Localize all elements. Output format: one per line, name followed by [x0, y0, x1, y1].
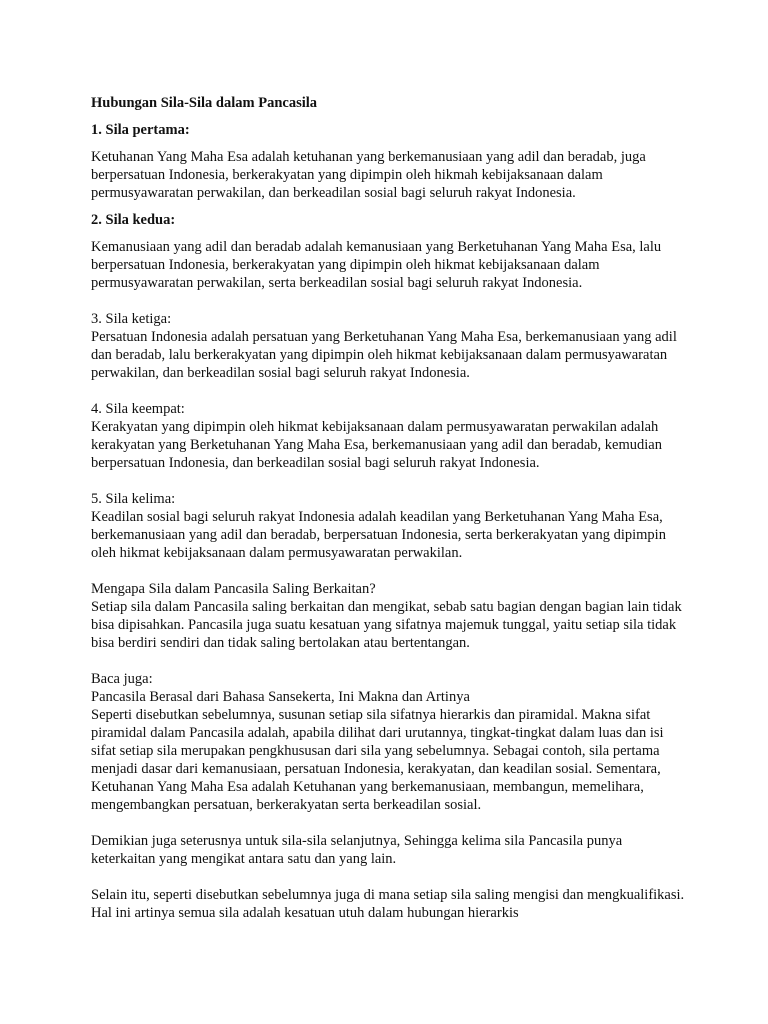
- sila5-section: [91, 490, 686, 562]
- demikian-paragraph: Demikian juga seterusnya untuk sila-sila selanjutnya, Sehingga kelima sila Pancasila punya keterkaitan yang mengikat antara satu dan yang lain.: [91, 833, 623, 867]
- baca-juga-label: Baca juga:: [91, 671, 153, 687]
- sila3-paragraph: Persatuan Indonesia adalah persatuan yang Berketuhanan Yang Maha Esa, berkemanusiaan yang adil dan beradab, lalu berkerakyatan yang dipimpin oleh hikmat kebijaksanaan dalam permusyawaratan perwakilan, dan berkeadilan sosial bagi seluruh rakyat Indonesia.: [91, 329, 677, 381]
- demikian-section: [91, 832, 686, 868]
- selain-paragraph: Selain itu, seperti disebutkan sebelumnya juga di mana setiap sila saling mengisi dan mengkualifikasi. Hal ini artinya semua sila adalah kesatuan utuh dalam hubungan hierarkis: [91, 887, 685, 921]
- sila2-heading: 2. Sila kedua:: [91, 212, 176, 228]
- why-paragraph: Setiap sila dalam Pancasila saling berkaitan dan mengikat, sebab satu bagian dengan bagian lain tidak bisa dipisahkan. Pancasila juga suatu kesatuan yang sifatnya majemuk tunggal, yaitu setiap sila tidak bisa berdiri sendiri dan tidak saling bertolakan atau bertentangan.: [91, 599, 682, 651]
- sila1-heading: 1. Sila pertama:: [91, 122, 190, 138]
- sila4-heading: 4. Sila keempat:: [91, 401, 185, 417]
- sila4-paragraph: Kerakyatan yang dipimpin oleh hikmat kebijaksanaan dalam permusyawaratan perwakilan adalah kerakyatan yang Berketuhanan Yang Maha Esa, berkemanusiaan yang adil dan beradab, kemudian berpersatuan Indonesia, dan berkeadilan sosial bagi seluruh rakyat Indonesia.: [91, 419, 662, 471]
- sila3-section: [91, 310, 686, 382]
- sila4-section: [91, 400, 686, 472]
- sila2-paragraph: Kemanusiaan yang adil dan beradab adalah kemanusiaan yang Berketuhanan Yang Maha Esa, lalu berpersatuan Indonesia, berkerakyatan yang dipimpin oleh hikmat kebijaksanaan dalam permusyawaratan perwakilan, serta berkeadilan sosial bagi seluruh rakyat Indonesia.: [91, 239, 662, 291]
- sila5-heading: 5. Sila kelima:: [91, 491, 176, 507]
- baca-juga-section: [91, 670, 686, 814]
- sila5-paragraph: Keadilan sosial bagi seluruh rakyat Indonesia adalah keadilan yang Berketuhanan Yang Maha Esa, berkemanusiaan yang adil dan beradab, berpersatuan Indonesia, serta berkerakyatan yang dipimpin oleh hikmat kebijaksanaan dalam permusyawaratan perwakilan.: [91, 509, 666, 561]
- baca-juga-link[interactable]: Pancasila Berasal dari Bahasa Sansekerta, Ini Makna dan Artinya: [91, 689, 470, 705]
- sila3-heading: 3. Sila ketiga:: [91, 311, 172, 327]
- why-heading: Mengapa Sila dalam Pancasila Saling Berkaitan?: [91, 581, 376, 597]
- document-title: Hubungan Sila-Sila dalam Pancasila: [91, 95, 318, 111]
- selain-section: [91, 886, 686, 922]
- why-section: [91, 580, 686, 652]
- document-page: [91, 94, 686, 940]
- sila1-paragraph: Ketuhanan Yang Maha Esa adalah ketuhanan yang berkemanusiaan yang adil dan beradab, juga berpersatuan Indonesia, berkerakyatan yang dipimpin oleh hikmah kebijaksanaan dalam permusyawaratan perwakilan, dan berkeadilan sosial bagi seluruh rakyat Indonesia.: [91, 149, 646, 201]
- piramidal-paragraph: Seperti disebutkan sebelumnya, susunan setiap sila sifatnya hierarkis dan piramidal. Makna sifat piramidal dalam Pancasila adalah, apabila dilihat dari urutannya, tingkat-tingkat dalam luas dan isi sifat setiap sila merupakan pengkhususan dari sila yang sebelumnya. Sebagai contoh, sila pertama menjadi dasar dari kemanusiaan, persatuan Indonesia, kerakyatan, dan keadilan sosial. Sementara, Ketuhanan Yang Maha Esa adalah Ketuhanan yang berkemanusiaan, membangun, memelihara, mengembangkan persatuan, berkerakyatan serta berkeadilan sosial.: [91, 707, 664, 813]
